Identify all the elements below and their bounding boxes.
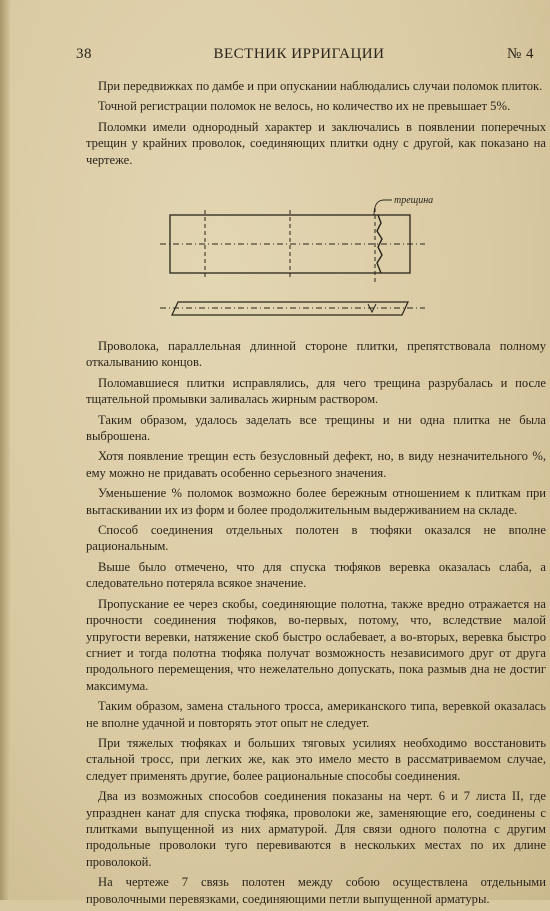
- paragraph: На чертеже 7 связь полотен между собою осуществлена отдельными проволочными перевязками, соединяющими петли выпущенной арматуры.: [86, 875, 546, 906]
- paragraph: Поломки имели однородный характер и заключались в появлении поперечных трещин у крайних проволок, соединяющих плитки одну с другой, как показано на чертеже.: [86, 119, 546, 167]
- page-header: [64, 46, 534, 66]
- journal-title: ВЕСТНИК ИРРИГАЦИИ: [213, 46, 385, 62]
- text-block-bottom: [86, 338, 546, 911]
- paragraph: Хотя появление трещин есть безусловный дефект, но, в виду незначительного %, ему можно не придавать особенно серьезного значения.: [86, 449, 546, 480]
- paragraph: Уменьшение % поломок возможно более бережным отношением к плиткам при вытаскивании их из форм и более продолжительным выдерживанием на складе.: [86, 486, 546, 517]
- paragraph: Пропускание ее через скобы, соединяющие полотна, также вредно отражается на прочности соединения тюфяков, во-первых, потому, что, вследствие малой упругости веревки, натяжение скоб быстро ослабевает, а во-вторых, веревка быстро сгниет и тогда полотна тюфяка получат возможность независимого друг от друга продольного перемещения, что нежелательно допускать, пока размыв дна не достиг максимума.: [86, 596, 546, 693]
- paragraph: Таким образом, замена стального тросса, американского типа, веревкой оказалась не вполне удачной и повторять этот опыт не следует.: [86, 699, 546, 730]
- paragraph: При тяжелых тюфяках и больших тяговых усилиях необходимо восстановить стальной тросс, при легких же, как это имело место в рассматриваемом случае, следует применять другие, более рациональные способы соединения.: [86, 735, 546, 783]
- paragraph: Точной регистрации поломок не велось, но количество их не превышает 5%.: [98, 99, 511, 114]
- crack-diagram: [160, 190, 434, 330]
- paragraph: Проволока, параллельная длинной стороне плитки, препятствовала полному откалыванию концов.: [86, 339, 546, 370]
- paragraph: Таким образом, удалось заделать все трещины и ни одна плитка не была выброшена.: [86, 412, 546, 444]
- paragraph: Выше было отмечено, что для спуска тюфяков веревка оказалась слаба, а следовательно потеряла всякое значение.: [86, 559, 546, 591]
- issue-number: № 4: [506, 46, 534, 62]
- paragraph: Два из возможных способов соединения показаны на черт. 6 и 7 листа II, где упразднен канат для спуска тюфяка, проволоки же, заменяющие его, соединены с плитками выпущенной из них арматурой. Для связи одного полотна с другим продольные проволоки туго перевиваются в нескольких местах по их длине проволокой.: [86, 789, 546, 869]
- page-number: 38: [76, 46, 92, 62]
- paragraph: При передвижках по дамбе и при опускании наблюдались случаи поломок плиток.: [98, 79, 543, 93]
- page-edge-shadow: [0, 0, 10, 900]
- leader-line: [374, 200, 392, 215]
- crack-label: трещина: [394, 195, 434, 206]
- paragraph: Способ соединения отдельных полотен в тюфяки оказался не вполне рациональным.: [86, 523, 546, 554]
- paragraph: Поломавшиеся плитки исправлялись, для чего трещина разрубалась и после тщательной промывки заливалась жирным раствором.: [86, 375, 546, 407]
- text-block-top: [86, 78, 546, 172]
